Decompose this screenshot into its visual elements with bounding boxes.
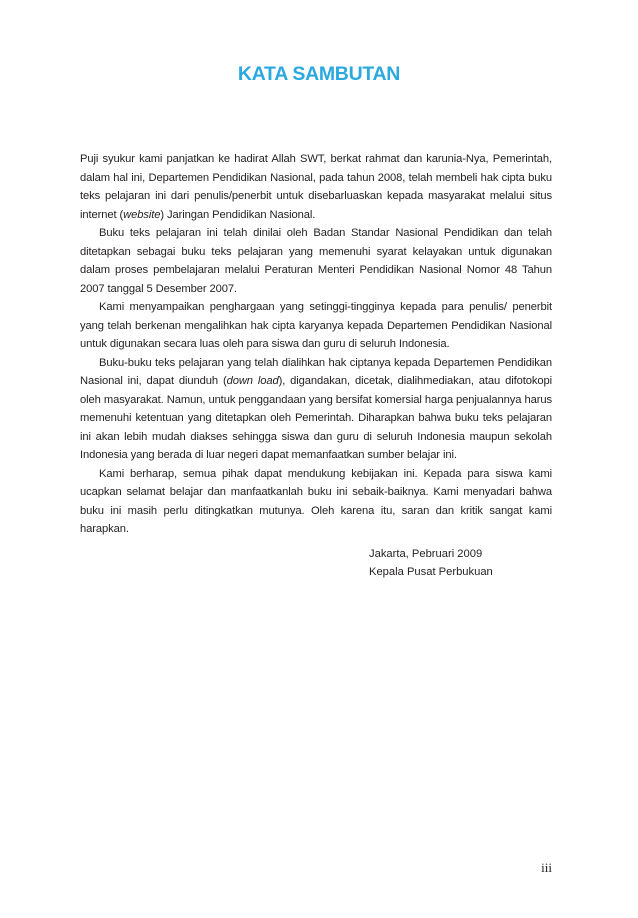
signature-place-date: Jakarta, Pebruari 2009 — [369, 548, 483, 560]
paragraph-1-emphasis: website — [123, 208, 161, 221]
paragraph-4-text-before: Buku-buku teks pelajaran yang telah dialihkan hak ciptanya kepada Departemen Pendidikan Nasional ini, dapat diunduh ( — [80, 356, 552, 387]
paragraph-5: Kami berharap, semua pihak dapat mendukung kebijakan ini. Kepada para siswa kami ucapkan selamat belajar dan manfaatkanlah buku ini sebaik-baiknya. Kami menyadari bahwa buku ini masih perlu ditingkatkan mutunya. Oleh karena itu, saran dan kritik sangat kami harapkan. — [80, 467, 552, 535]
body-text — [80, 150, 552, 539]
paragraph-4-emphasis: down load — [226, 375, 279, 387]
signature-block — [369, 545, 493, 581]
page-number: iii — [541, 860, 552, 875]
paragraph-4-text-after: ), digandakan, dicetak, dialihmediakan, atau difotokopi oleh masyarakat. Namun, untuk penggandaan yang bersifat komersial harga penjualannya harus memenuhi ketentuan yang ditetapkan oleh Pemerintah. Diharapkan bahwa buku teks pelajaran ini akan lebih mudah diakses sehingga siswa dan guru di seluruh Indonesia maupun sekolah Indonesia yang berada di luar negeri dapat memanfaatkan sumber belajar ini. — [80, 375, 552, 461]
paragraph-2: Buku teks pelajaran ini telah dinilai oleh Badan Standar Nasional Pendidikan dan telah ditetapkan sebagai buku teks pelajaran yang memenuhi syarat kelayakan untuk digunakan dalam proses pembelajaran melalui Peraturan Menteri Pendidikan Nasional Nomor 48 Tahun 2007 tanggal 5 Desember 2007. — [80, 227, 552, 295]
signature-position: Kepala Pusat Perbukuan — [369, 566, 493, 578]
paragraph-1 — [80, 150, 552, 224]
paragraph-4 — [80, 354, 552, 465]
paragraph-3: Kami menyampaikan penghargaan yang setinggi-tingginya kepada para penulis/ penerbit yang telah berkenan mengalihkan hak cipta karyanya kepada Departemen Pendidikan Nasional untuk digunakan secara luas oleh para siswa dan guru di seluruh Indonesia. — [80, 301, 552, 350]
page-title: KATA SAMBUTAN — [237, 63, 401, 85]
paragraph-1-text-after: ) Jaringan Pendidikan Nasional. — [160, 208, 316, 221]
paragraph-1-text-before: Puji syukur kami panjatkan ke hadirat Allah SWT, berkat rahmat dan karunia-Nya, Pemerintah, dalam hal ini, Departemen Pendidikan Nasional, pada tahun 2008, telah membeli hak cipta buku teks pelajaran ini dari penulis/penerbit untuk disebarluaskan kepada masyarakat melalui situs internet ( — [80, 153, 552, 221]
